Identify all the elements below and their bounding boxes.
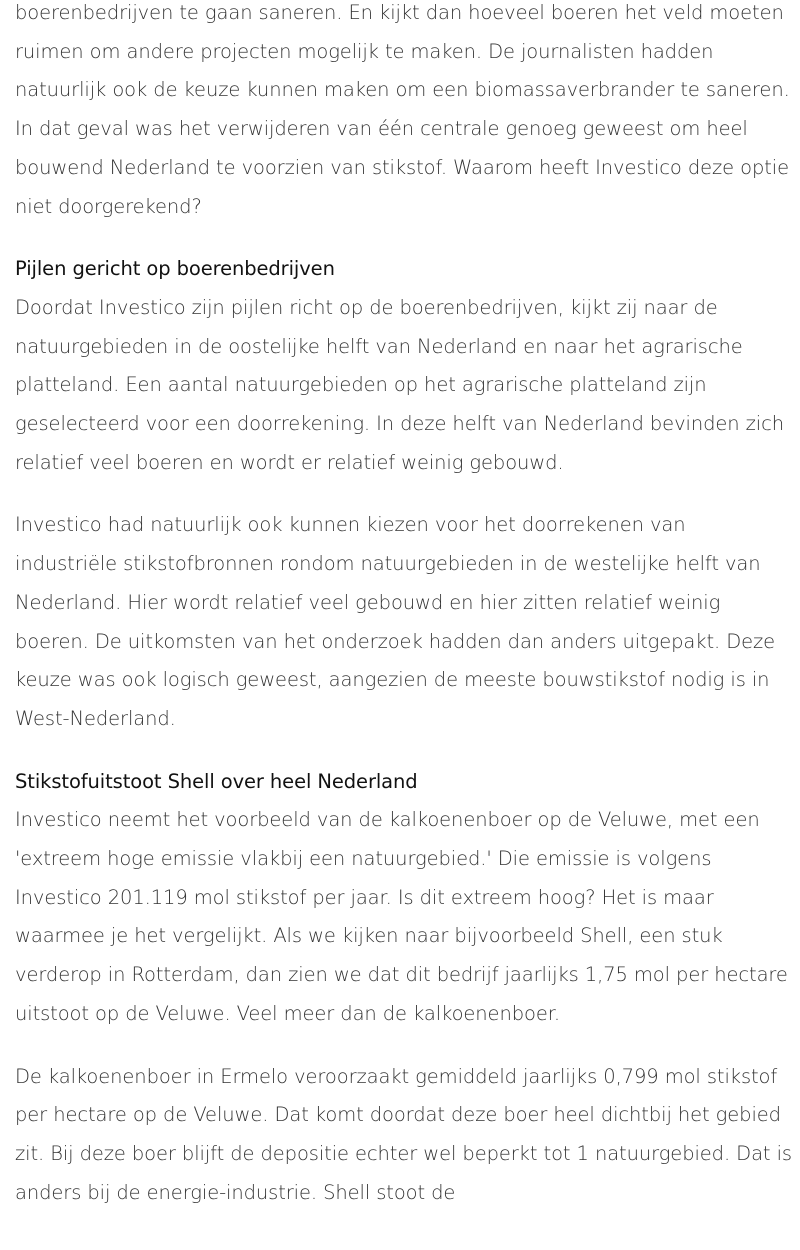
section-pijlen-paragraph-2: Investico had natuurlijk ook kunnen kiezen voor het doorrekenen van industriële stikstofbronnen rondom natuurgebieden in de westelijke helft van Nederland. Hier wordt relatief veel gebouwd en hier zitten relatief weinig boeren. De uitkomsten van het onderzoek hadden dan anders uitgepakt. Deze keuze was ook logisch geweest, aangezien de meeste bouwstikstof nodig is in West-Nederland. [15,513,776,730]
paragraph-spacer [15,739,793,763]
section-heading-pijlen: Pijlen gericht op boerenbedrijven [15,257,335,281]
paragraph-spacer [15,482,793,506]
paragraph-spacer [15,226,793,250]
section-pijlen-paragraph-1: Doordat Investico zijn pijlen richt op de boerenbedrijven, kijkt zij naar de natuurgebieden in de oostelijke helft van Nederland en naar het agrarische platteland. Een aantal natuurgebieden op het agrarische platteland zijn geselecteerd voor een doorrekening. In deze helft van Nederland bevinden zich relatief veel boeren en wordt er relatief weinig gebouwd. [15,295,784,474]
paragraph-spacer [15,1034,793,1058]
article-body [15,0,793,1212]
section-shell-paragraph-2: De kalkoenenboer in Ermelo veroorzaakt gemiddeld jaarlijks 0,799 mol stikstof per hectare op de Veluwe. Dat komt doordat deze boer heel dichtbij het gebied zit. Bij deze boer blijft de depositie echter wel beperkt tot 1 natuurgebied. Dat is anders bij de energie-industrie. Shell stoot de [15,1064,792,1204]
section-heading-shell: Stikstofuitstoot Shell over heel Nederland [15,769,418,793]
intro-paragraph: boerenbedrijven te gaan saneren. En kijkt dan hoeveel boeren het veld moeten ruimen om andere projecten mogelijk te maken. De journalisten hadden natuurlijk ook de keuze kunnen maken om een biomassaverbrander te saneren. In dat geval was het verwijderen van één centrale genoeg geweest om heel bouwend Nederland te voorzien van stikstof. Waarom heeft Investico deze optie niet doorgerekend? [15,1,790,218]
section-shell-paragraph-1: Investico neemt het voorbeeld van de kalkoenenboer op de Veluwe, met een 'extreem hoge emissie vlakbij een natuurgebied.' Die emissie is volgens Investico 201.119 mol stikstof per jaar. Is dit extreem hoog? Het is maar waarmee je het vergelijkt. Als we kijken naar bijvoorbeeld Shell, een stuk verderop in Rotterdam, dan zien we dat dit bedrijf jaarlijks 1,75 mol per hectare uitstoot op de Veluwe. Veel meer dan de kalkoenenboer. [15,808,788,1025]
